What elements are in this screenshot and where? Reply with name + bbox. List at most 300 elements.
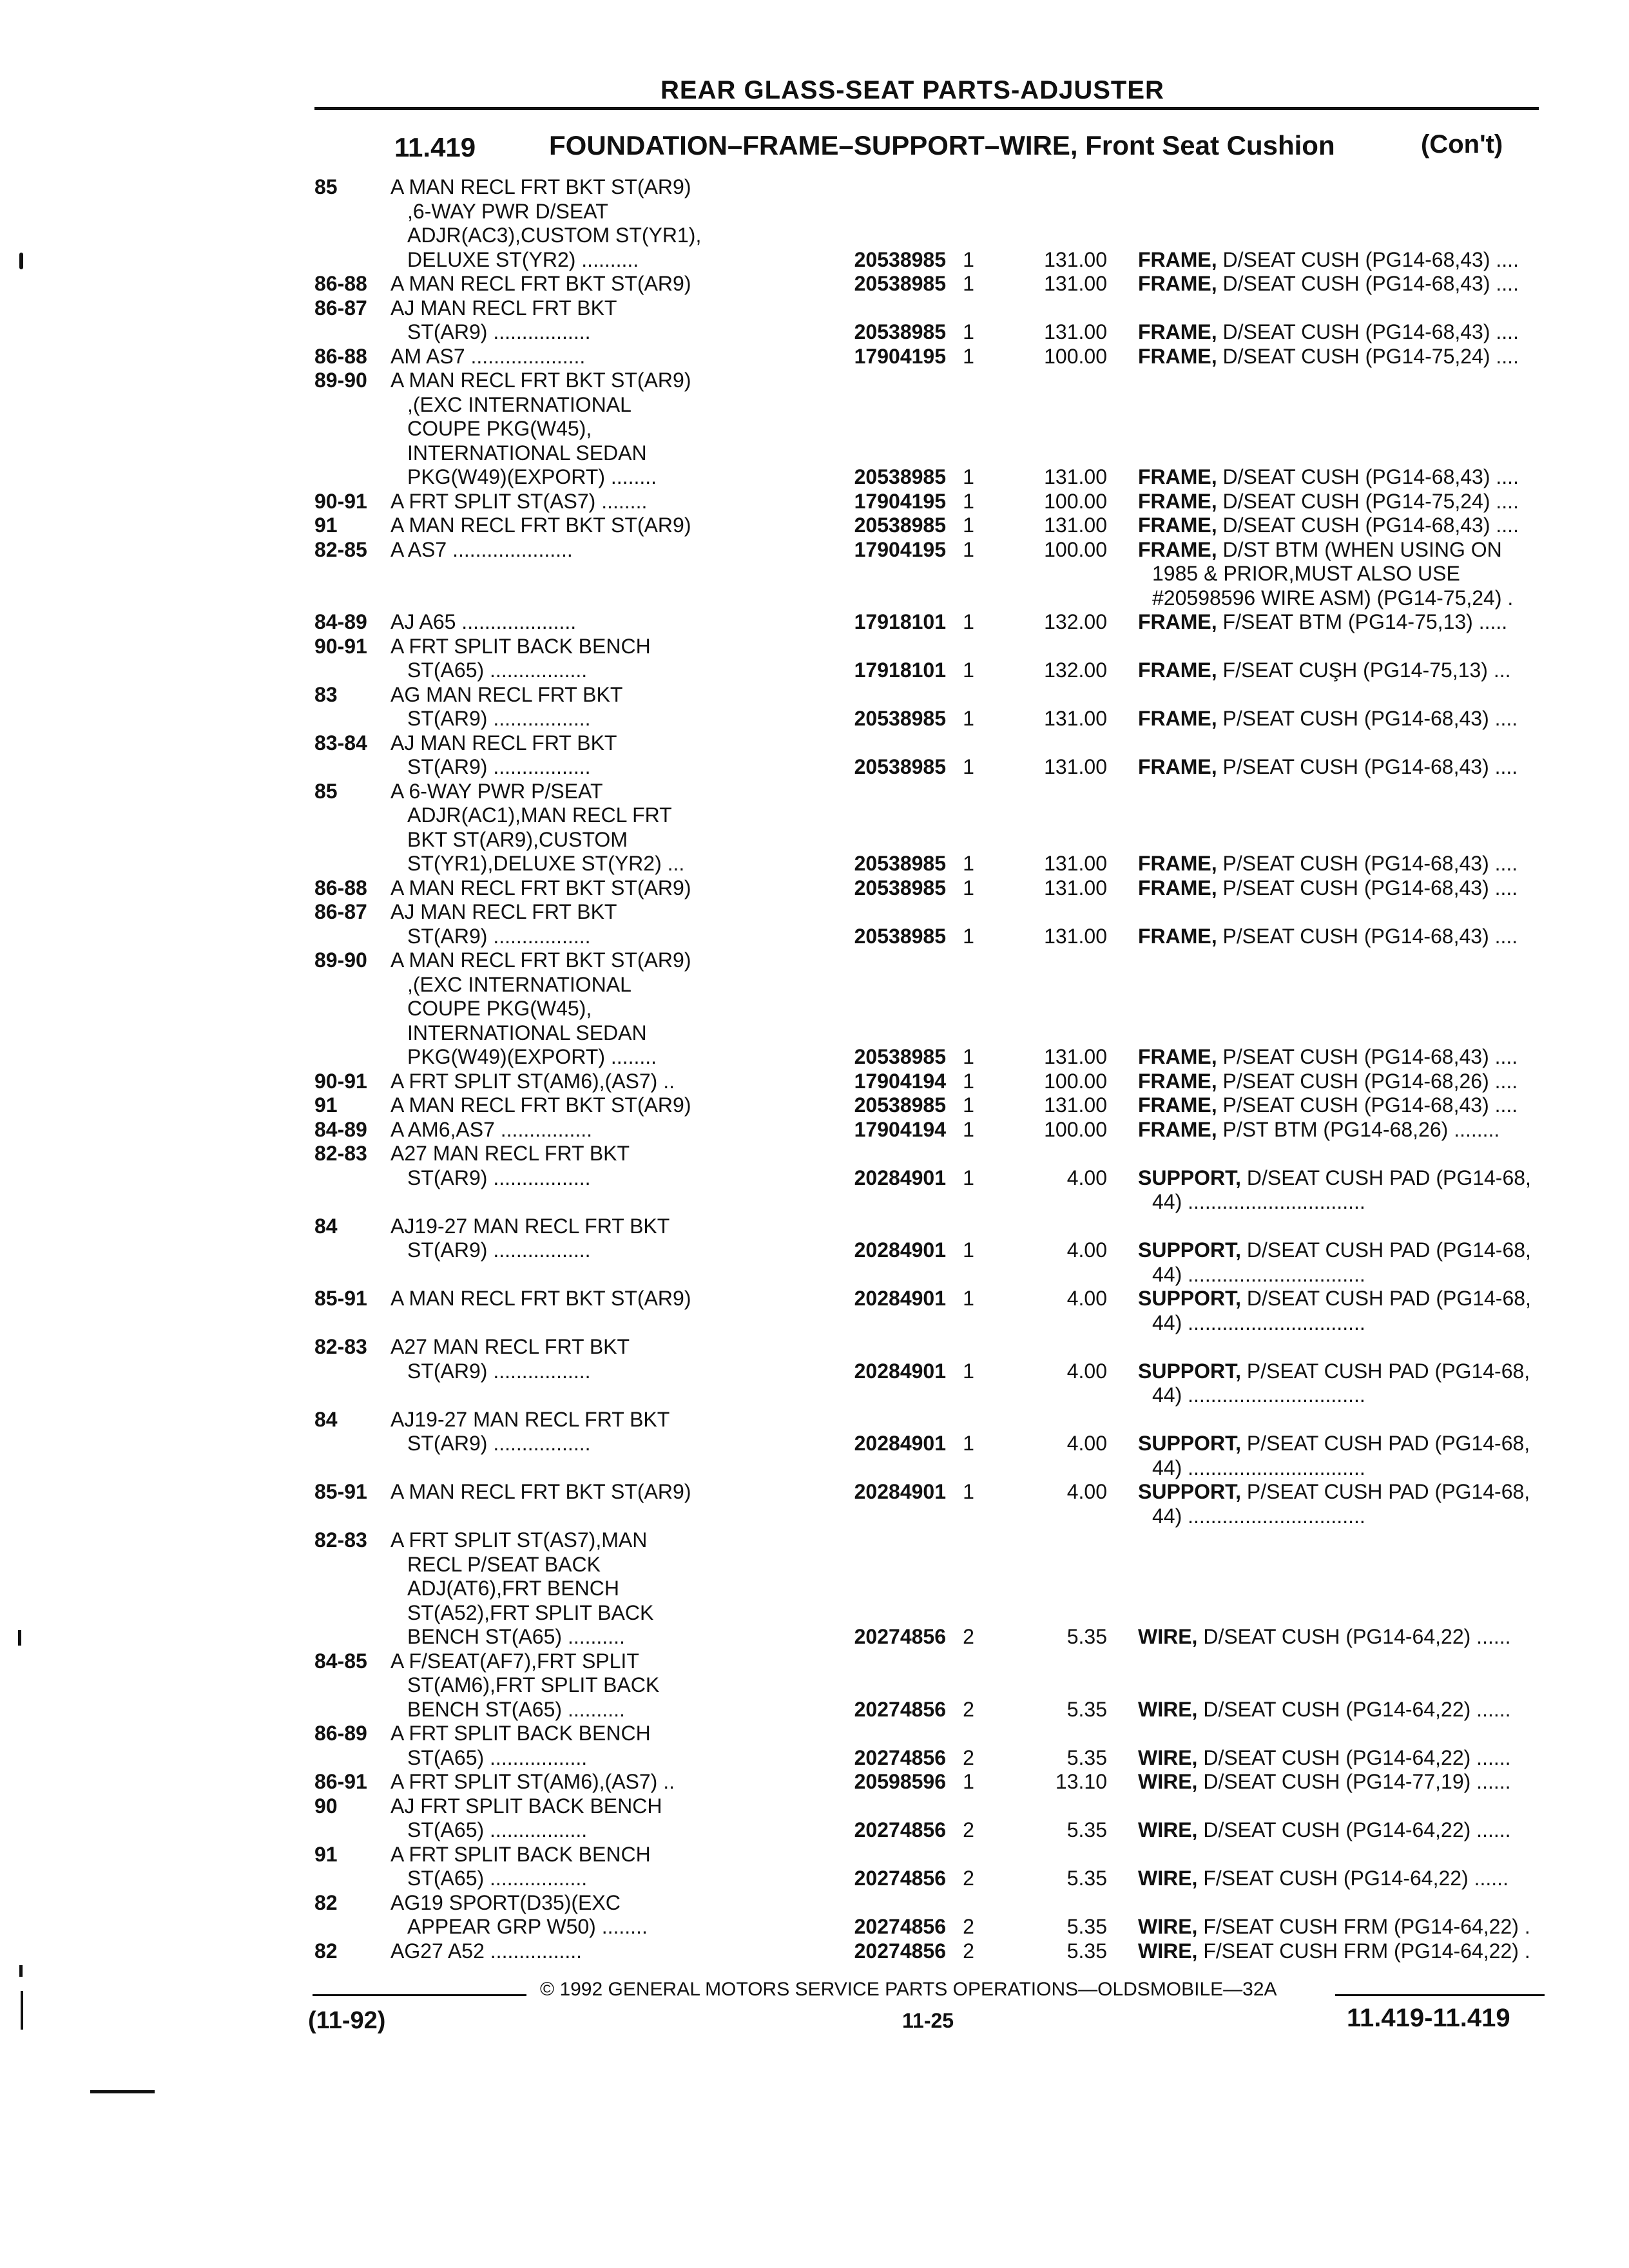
- part-name-line: P/SEAT CUSH PAD (PG14-68,: [1241, 1480, 1530, 1503]
- footer-rule-left: [313, 1994, 526, 1996]
- usage-description-line: ,(EXC INTERNATIONAL: [407, 972, 631, 996]
- part-name-line: 44) ...............................: [1152, 1190, 1365, 1213]
- part-number: 17918101: [854, 610, 946, 633]
- part-name-line: D/SEAT CUSH (PG14-75,24) ....: [1217, 489, 1519, 513]
- usage-description-line: PKG(W49)(EXPORT) ........: [407, 1045, 657, 1068]
- model-year: 85-91: [314, 1287, 367, 1310]
- part-name-keyword: SUPPORT,: [1138, 1238, 1242, 1262]
- part-name-line: F/SEAT CUŞH (PG14-75,13) ...: [1217, 658, 1511, 682]
- price: 132.00: [1044, 658, 1107, 682]
- part-name: [1107, 876, 1545, 901]
- part-number: 17904194: [854, 1069, 946, 1093]
- usage-description-line: A MAN RECL FRT BKT ST(AR9): [390, 272, 691, 295]
- part-name-keyword: WIRE,: [1138, 1939, 1198, 1963]
- part-name-keyword: FRAME,: [1138, 489, 1217, 513]
- table-row: [314, 876, 1545, 901]
- part-number: 20284901: [854, 1166, 946, 1189]
- table-row: [314, 369, 1545, 490]
- table-row: [314, 1093, 1545, 1118]
- model-year: 90-91: [314, 489, 367, 513]
- usage-description: [390, 1480, 824, 1504]
- table-row: [314, 345, 1545, 369]
- usage-description-line: A MAN RECL FRT BKT ST(AR9): [390, 876, 691, 899]
- part-name-keyword: FRAME,: [1138, 514, 1217, 537]
- part-name-keyword: FRAME,: [1138, 755, 1217, 778]
- usage-description-line: ST(A65) .................: [407, 1745, 588, 1769]
- model-year: 86-89: [314, 1722, 367, 1745]
- part-name-keyword: SUPPORT,: [1138, 1432, 1242, 1455]
- usage-description: [390, 1142, 824, 1190]
- table-row: [314, 1070, 1545, 1094]
- price: 5.35: [1066, 1625, 1107, 1648]
- part-name: [1107, 175, 1545, 272]
- part-name: [1107, 683, 1545, 731]
- usage-description: [390, 1093, 824, 1118]
- quantity: 1: [963, 1480, 974, 1503]
- part-name-keyword: SUPPORT,: [1138, 1287, 1242, 1310]
- part-name-keyword: FRAME,: [1138, 272, 1217, 295]
- part-name-keyword: FRAME,: [1138, 610, 1217, 633]
- margin-mark: [19, 253, 23, 269]
- usage-description-line: A 6-WAY PWR P/SEAT: [390, 779, 603, 803]
- price: 131.00: [1044, 707, 1107, 730]
- part-name-keyword: WIRE,: [1138, 1867, 1198, 1890]
- part-name-keyword: FRAME,: [1138, 852, 1217, 875]
- part-name-line: D/SEAT CUSH (PG14-64,22) ......: [1197, 1625, 1511, 1648]
- part-name: [1107, 296, 1545, 345]
- table-row: [314, 1794, 1545, 1843]
- price: 5.35: [1066, 1939, 1107, 1963]
- usage-description-line: INTERNATIONAL SEDAN: [407, 1021, 647, 1044]
- table-row: [314, 538, 1545, 611]
- quantity: 1: [963, 320, 974, 343]
- usage-description: [390, 1649, 824, 1722]
- table-row: [314, 1939, 1545, 1964]
- part-number: 20538985: [854, 320, 946, 343]
- usage-description-line: AJ19-27 MAN RECL FRT BKT: [390, 1214, 670, 1238]
- usage-description-line: A MAN RECL FRT BKT ST(AR9): [390, 1093, 691, 1117]
- usage-description-line: A FRT SPLIT ST(AS7),MAN: [390, 1528, 648, 1552]
- usage-description-line: A FRT SPLIT ST(AM6),(AS7) ..: [390, 1069, 675, 1093]
- part-name-keyword: FRAME,: [1138, 1045, 1217, 1068]
- part-name-line: D/SEAT CUSH (PG14-68,43) ....: [1217, 320, 1519, 343]
- margin-mark: [90, 2090, 155, 2093]
- usage-description: [390, 490, 824, 514]
- part-name-line: P/SEAT CUSH (PG14-68,26) ....: [1217, 1069, 1518, 1093]
- part-name: [1107, 272, 1545, 296]
- price: 4.00: [1066, 1166, 1107, 1189]
- usage-description-line: A FRT SPLIT BACK BENCH: [390, 1722, 651, 1745]
- part-number: 20538985: [854, 876, 946, 899]
- quantity: 1: [963, 924, 974, 948]
- model-year: 82: [314, 1890, 338, 1914]
- usage-description: [390, 1722, 824, 1770]
- usage-description-line: COUPE PKG(W45),: [407, 997, 592, 1020]
- usage-description-line: ST(AR9) .................: [407, 1238, 591, 1262]
- part-number: 20284901: [854, 1238, 946, 1262]
- table-row: [314, 1215, 1545, 1287]
- price: 5.35: [1066, 1818, 1107, 1841]
- part-number: 17904195: [854, 537, 946, 561]
- usage-description-line: A FRT SPLIT BACK BENCH: [390, 634, 651, 658]
- model-year: 83-84: [314, 731, 367, 754]
- usage-description-line: ADJR(AC1),MAN RECL FRT: [407, 803, 672, 827]
- table-row: [314, 175, 1545, 272]
- price: 4.00: [1066, 1480, 1107, 1503]
- part-name-keyword: WIRE,: [1138, 1915, 1198, 1938]
- usage-description: [390, 780, 824, 876]
- table-row: [314, 1408, 1545, 1481]
- model-year: 85: [314, 175, 338, 198]
- quantity: 1: [963, 489, 974, 513]
- quantity: 1: [963, 852, 974, 875]
- part-name-keyword: FRAME,: [1138, 247, 1217, 271]
- part-number: 20538985: [854, 247, 946, 271]
- table-row: [314, 1722, 1545, 1770]
- usage-description-line: A FRT SPLIT ST(AS7) ........: [390, 489, 648, 513]
- quantity: 1: [963, 1166, 974, 1189]
- usage-description: [390, 369, 824, 490]
- price: 100.00: [1044, 489, 1107, 513]
- part-number: 20598596: [854, 1770, 946, 1793]
- usage-description-line: ADJ(AT6),FRT BENCH: [407, 1577, 619, 1600]
- part-name-line: P/SEAT CUSH (PG14-68,43) ....: [1217, 1045, 1518, 1068]
- price: 100.00: [1044, 344, 1107, 368]
- table-row: [314, 635, 1545, 683]
- part-name-line: P/SEAT CUSH (PG14-68,43) ....: [1217, 924, 1518, 948]
- usage-description: [390, 1528, 824, 1649]
- quantity: 2: [963, 1915, 974, 1938]
- model-year: 82: [314, 1939, 338, 1963]
- part-name-keyword: FRAME,: [1138, 320, 1217, 343]
- price: 4.00: [1066, 1238, 1107, 1262]
- part-name-line: 44) ...............................: [1152, 1262, 1365, 1286]
- part-name-line: F/SEAT CUSH FRM (PG14-64,22) .: [1197, 1939, 1530, 1963]
- usage-description-line: ST(AR9) .................: [407, 755, 591, 778]
- part-name: [1107, 1215, 1545, 1287]
- usage-description: [390, 1070, 824, 1094]
- usage-description-line: AJ19-27 MAN RECL FRT BKT: [390, 1407, 670, 1431]
- usage-description: [390, 635, 824, 683]
- model-year: 89-90: [314, 369, 367, 392]
- usage-description: [390, 175, 824, 272]
- part-number: 20274856: [854, 1697, 946, 1721]
- table-row: [314, 296, 1545, 345]
- price: 4.00: [1066, 1432, 1107, 1455]
- usage-description-line: A FRT SPLIT BACK BENCH: [390, 1842, 651, 1866]
- part-number: 17904195: [854, 344, 946, 368]
- part-name: [1107, 900, 1545, 948]
- usage-description-line: ST(A65) .................: [407, 1867, 588, 1890]
- part-name-line: F/SEAT CUSH (PG14-64,22) ......: [1197, 1867, 1509, 1890]
- part-number: 20284901: [854, 1480, 946, 1503]
- model-year: 85: [314, 779, 338, 803]
- price: 5.35: [1066, 1697, 1107, 1721]
- price: 5.35: [1066, 1915, 1107, 1938]
- table-row: [314, 731, 1545, 780]
- section-number: 11.419: [394, 132, 476, 162]
- usage-description: [390, 345, 824, 369]
- usage-description: [390, 683, 824, 731]
- part-name-keyword: WIRE,: [1138, 1818, 1198, 1841]
- part-name: [1107, 369, 1545, 490]
- quantity: 1: [963, 344, 974, 368]
- usage-description: [390, 514, 824, 538]
- usage-description: [390, 1287, 824, 1311]
- usage-description-line: AJ MAN RECL FRT BKT: [390, 900, 617, 923]
- usage-description: [390, 731, 824, 780]
- usage-description-line: AM AS7 ....................: [390, 344, 586, 368]
- price: 5.35: [1066, 1745, 1107, 1769]
- model-year: 86-87: [314, 296, 367, 320]
- part-number: 17904194: [854, 1117, 946, 1141]
- usage-description-line: A MAN RECL FRT BKT ST(AR9): [390, 1480, 691, 1503]
- part-name-line: D/SEAT CUSH (PG14-75,24) ....: [1217, 344, 1519, 368]
- usage-description-line: ST(AM6),FRT SPLIT BACK: [407, 1673, 660, 1696]
- page-header: REAR GLASS-SEAT PARTS-ADJUSTER: [660, 76, 1164, 104]
- usage-description-line: BENCH ST(A65) ..........: [407, 1697, 625, 1721]
- price: 131.00: [1044, 465, 1107, 488]
- part-name-line: F/SEAT BTM (PG14-75,13) .....: [1217, 610, 1508, 633]
- usage-description-line: DELUXE ST(YR2) ..........: [407, 247, 639, 271]
- part-name-line: D/SEAT CUSH (PG14-68,43) ....: [1217, 247, 1519, 271]
- usage-description-line: AJ MAN RECL FRT BKT: [390, 296, 617, 320]
- usage-description-line: INTERNATIONAL SEDAN: [407, 441, 647, 465]
- part-name-line: D/SEAT CUSH PAD (PG14-68,: [1241, 1166, 1531, 1189]
- part-name-line: 44) ...............................: [1152, 1456, 1365, 1479]
- usage-description-line: AJ FRT SPLIT BACK BENCH: [390, 1794, 662, 1818]
- section-title: FOUNDATION–FRAME–SUPPORT–WIRE, Front Seat Cushion: [549, 130, 1335, 160]
- part-name-keyword: FRAME,: [1138, 1093, 1217, 1117]
- table-row: [314, 683, 1545, 731]
- part-name-keyword: FRAME,: [1138, 465, 1217, 488]
- part-number: 20274856: [854, 1625, 946, 1648]
- model-year: 90-91: [314, 1069, 367, 1093]
- part-number: 20274856: [854, 1915, 946, 1938]
- usage-description: [390, 948, 824, 1070]
- usage-description: [390, 900, 824, 948]
- usage-description-line: RECL P/SEAT BACK: [407, 1552, 601, 1576]
- quantity: 2: [963, 1697, 974, 1721]
- price: 4.00: [1066, 1359, 1107, 1383]
- part-name-keyword: FRAME,: [1138, 1117, 1217, 1141]
- part-name-line: D/SEAT CUSH (PG14-64,22) ......: [1197, 1818, 1511, 1841]
- price: 100.00: [1044, 1117, 1107, 1141]
- quantity: 2: [963, 1745, 974, 1769]
- part-name-line: P/SEAT CUSH (PG14-68,43) ....: [1217, 755, 1518, 778]
- quantity: 1: [963, 537, 974, 561]
- price: 131.00: [1044, 514, 1107, 537]
- part-name: [1107, 538, 1545, 611]
- part-name-keyword: FRAME,: [1138, 658, 1217, 682]
- model-year: 91: [314, 1842, 338, 1866]
- footer-date: (11-92): [308, 2007, 386, 2034]
- table-row: [314, 1891, 1545, 1939]
- part-name: [1107, 345, 1545, 369]
- usage-description-line: ST(A52),FRT SPLIT BACK: [407, 1600, 654, 1624]
- part-number: 20284901: [854, 1287, 946, 1310]
- part-name: [1107, 1118, 1545, 1142]
- part-name: [1107, 1408, 1545, 1481]
- price: 131.00: [1044, 876, 1107, 899]
- quantity: 2: [963, 1939, 974, 1963]
- usage-description-line: A FRT SPLIT ST(AM6),(AS7) ..: [390, 1770, 675, 1793]
- footer-section-range: 11.419-11.419: [1347, 2004, 1510, 2032]
- usage-description-line: ,6-WAY PWR D/SEAT: [407, 199, 608, 223]
- quantity: 1: [963, 1287, 974, 1310]
- part-number: 20538985: [854, 852, 946, 875]
- part-number: 20538985: [854, 514, 946, 537]
- part-name: [1107, 1093, 1545, 1118]
- part-name: [1107, 1480, 1545, 1528]
- price: 5.35: [1066, 1867, 1107, 1890]
- part-name-line: D/SEAT CUSH PAD (PG14-68,: [1241, 1238, 1531, 1262]
- usage-description-line: ST(A65) .................: [407, 658, 588, 682]
- part-name-line: 44) ...............................: [1152, 1504, 1365, 1528]
- usage-description-line: A AS7 .....................: [390, 537, 573, 561]
- part-name: [1107, 1794, 1545, 1843]
- part-name-line: D/SEAT CUSH (PG14-64,22) ......: [1197, 1745, 1511, 1769]
- footer-copyright: © 1992 GENERAL MOTORS SERVICE PARTS OPERATIONS—OLDSMOBILE—32A: [540, 1979, 1277, 2000]
- usage-description: [390, 1215, 824, 1263]
- part-number: 20274856: [854, 1867, 946, 1890]
- quantity: 1: [963, 658, 974, 682]
- margin-mark: [18, 1630, 21, 1646]
- table-row: [314, 1287, 1545, 1335]
- part-name-line: F/SEAT CUSH FRM (PG14-64,22) .: [1197, 1915, 1530, 1938]
- model-year: 90-91: [314, 634, 367, 658]
- part-name-line: P/SEAT CUSH (PG14-68,43) ....: [1217, 876, 1518, 899]
- quantity: 2: [963, 1867, 974, 1890]
- model-year: 82-85: [314, 537, 367, 561]
- usage-description-line: A F/SEAT(AF7),FRT SPLIT: [390, 1649, 639, 1673]
- usage-description: [390, 1770, 824, 1794]
- quantity: 1: [963, 707, 974, 730]
- model-year: 82-83: [314, 1528, 367, 1552]
- price: 131.00: [1044, 272, 1107, 295]
- part-name: [1107, 1335, 1545, 1408]
- usage-description-line: A AM6,AS7 ................: [390, 1117, 593, 1141]
- usage-description-line: AG MAN RECL FRT BKT: [390, 682, 623, 706]
- part-number: 20274856: [854, 1745, 946, 1769]
- table-row: [314, 490, 1545, 514]
- part-name: [1107, 1891, 1545, 1939]
- part-name-keyword: FRAME,: [1138, 924, 1217, 948]
- part-name: [1107, 1142, 1545, 1215]
- usage-description: [390, 1335, 824, 1383]
- usage-description: [390, 272, 824, 296]
- part-name: [1107, 1722, 1545, 1770]
- quantity: 1: [963, 1432, 974, 1455]
- usage-description-line: ST(A65) .................: [407, 1818, 588, 1841]
- quantity: 1: [963, 1069, 974, 1093]
- model-year: 83: [314, 682, 338, 706]
- quantity: 1: [963, 610, 974, 633]
- footer-rule-right: [1335, 1994, 1545, 1996]
- part-number: 20538985: [854, 755, 946, 778]
- part-name-line: P/SEAT CUSH PAD (PG14-68,: [1241, 1432, 1530, 1455]
- part-name-line: D/SEAT CUSH (PG14-77,19) ......: [1197, 1770, 1511, 1793]
- model-year: 84-85: [314, 1649, 367, 1673]
- price: 131.00: [1044, 320, 1107, 343]
- part-name-line: P/SEAT CUSH (PG14-68,43) ....: [1217, 852, 1518, 875]
- model-year: 91: [314, 1093, 338, 1117]
- part-number: 20538985: [854, 272, 946, 295]
- part-name-line: D/SEAT CUSH (PG14-64,22) ......: [1197, 1697, 1511, 1721]
- usage-description-line: ST(AR9) .................: [407, 707, 591, 730]
- quantity: 1: [963, 755, 974, 778]
- part-name-line: D/SEAT CUSH (PG14-68,43) ....: [1217, 465, 1519, 488]
- model-year: 89-90: [314, 948, 367, 972]
- usage-description: [390, 1891, 824, 1939]
- table-row: [314, 900, 1545, 948]
- header-rule: [314, 107, 1539, 110]
- price: 100.00: [1044, 537, 1107, 561]
- model-year: 86-88: [314, 272, 367, 295]
- model-year: 86-88: [314, 344, 367, 368]
- part-name-keyword: SUPPORT,: [1138, 1359, 1242, 1383]
- quantity: 1: [963, 465, 974, 488]
- part-number: 20538985: [854, 707, 946, 730]
- usage-description-line: A MAN RECL FRT BKT ST(AR9): [390, 948, 691, 972]
- quantity: 1: [963, 514, 974, 537]
- table-row: [314, 948, 1545, 1070]
- table-row: [314, 514, 1545, 538]
- price: 131.00: [1044, 852, 1107, 875]
- parts-list: [314, 175, 1545, 1963]
- part-name-keyword: FRAME,: [1138, 1069, 1217, 1093]
- part-name: [1107, 490, 1545, 514]
- usage-description-line: ST(AR9) .................: [407, 1432, 591, 1455]
- model-year: 86-87: [314, 900, 367, 923]
- usage-description-line: AG27 A52 ................: [390, 1939, 583, 1963]
- usage-description-line: ST(AR9) .................: [407, 1359, 591, 1383]
- part-name-keyword: FRAME,: [1138, 344, 1217, 368]
- usage-description-line: ST(AR9) .................: [407, 1166, 591, 1189]
- model-year: 84: [314, 1214, 338, 1238]
- table-row: [314, 1335, 1545, 1408]
- usage-description: [390, 1939, 824, 1964]
- margin-mark: [19, 1965, 23, 1977]
- usage-description-line: BKT ST(AR9),CUSTOM: [407, 827, 628, 851]
- part-name: [1107, 1287, 1545, 1335]
- usage-description: [390, 296, 824, 345]
- usage-description: [390, 610, 824, 635]
- part-name: [1107, 514, 1545, 538]
- table-row: [314, 1649, 1545, 1722]
- part-name: [1107, 610, 1545, 635]
- usage-description-line: A27 MAN RECL FRT BKT: [390, 1335, 630, 1358]
- usage-description-line: COUPE PKG(W45),: [407, 417, 592, 440]
- part-name-line: 1985 & PRIOR,MUST ALSO USE: [1152, 562, 1460, 585]
- usage-description: [390, 1843, 824, 1891]
- part-name-line: D/ST BTM (WHEN USING ON: [1217, 537, 1502, 561]
- part-name: [1107, 1649, 1545, 1722]
- quantity: 1: [963, 876, 974, 899]
- usage-description: [390, 1408, 824, 1456]
- part-name: [1107, 948, 1545, 1070]
- model-year: 84-89: [314, 1117, 367, 1141]
- part-name-keyword: WIRE,: [1138, 1745, 1198, 1769]
- usage-description-line: A MAN RECL FRT BKT ST(AR9): [390, 514, 691, 537]
- part-name-line: 44) ...............................: [1152, 1383, 1365, 1407]
- quantity: 1: [963, 1238, 974, 1262]
- part-name-line: P/SEAT CUSH (PG14-68,43) ....: [1217, 1093, 1518, 1117]
- model-year: 90: [314, 1794, 338, 1818]
- usage-description-line: AJ A65 ....................: [390, 610, 577, 633]
- usage-description-line: ST(AR9) .................: [407, 320, 591, 343]
- table-row: [314, 1480, 1545, 1528]
